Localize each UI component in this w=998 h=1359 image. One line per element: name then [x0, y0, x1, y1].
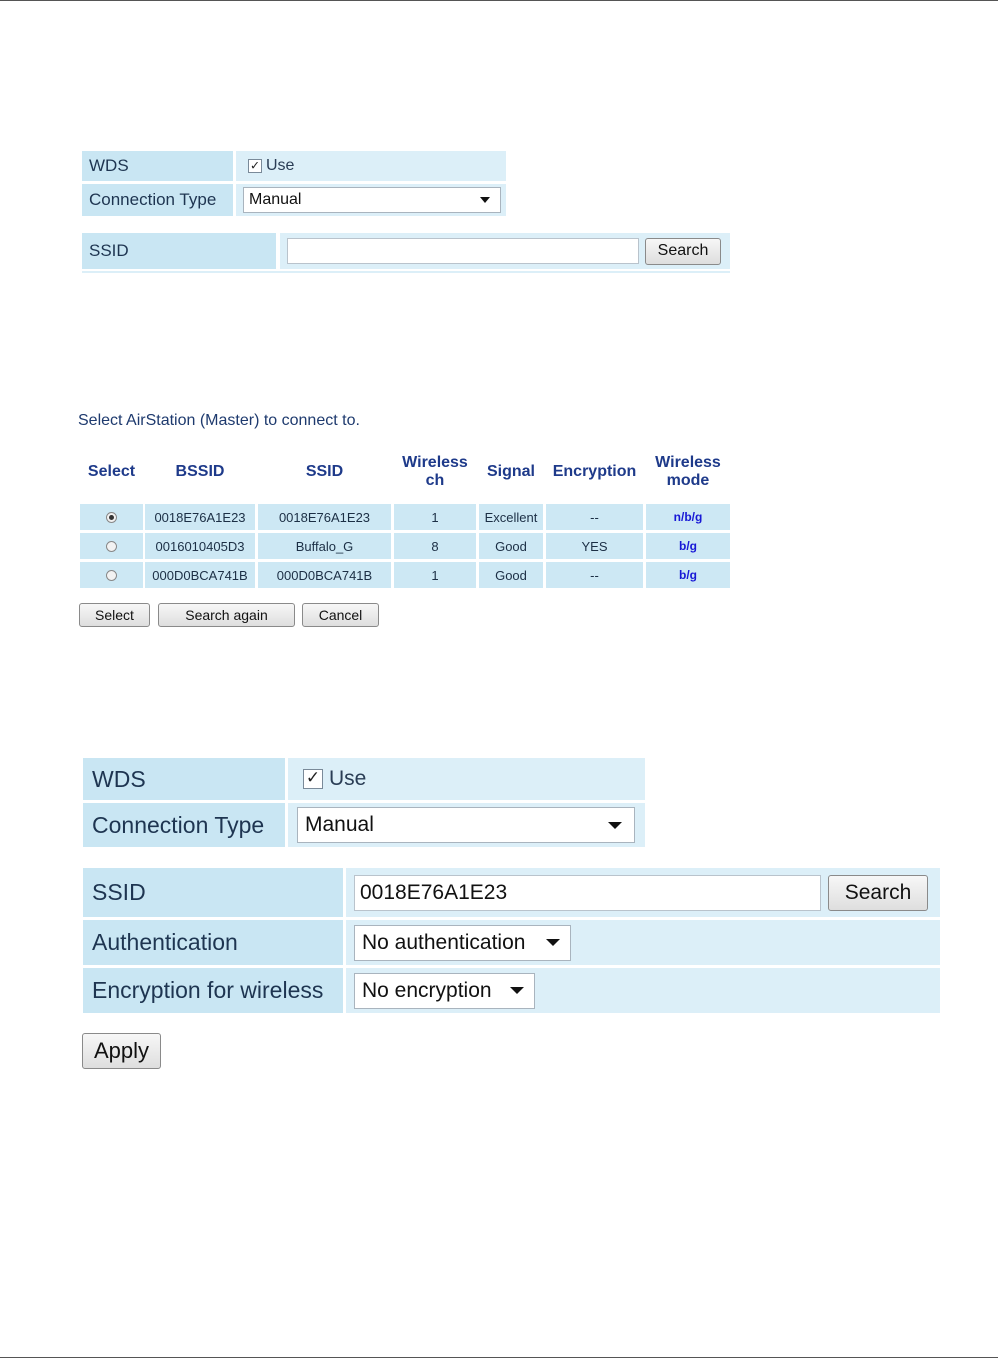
cancel-button-label: Cancel: [318, 607, 363, 623]
authentication-label-text: Authentication: [92, 929, 238, 955]
authentication-label: [83, 920, 343, 965]
ssid-label: [83, 868, 343, 917]
table-cell-mode: b/g: [646, 562, 730, 588]
instruction-text: Select AirStation (Master) to connect to.: [78, 412, 360, 429]
wds-use-checkbox[interactable]: [248, 159, 262, 173]
header-encryption: Encryption: [552, 463, 637, 480]
authentication-value: No authentication: [362, 930, 526, 954]
table-row-select-cell: [80, 533, 143, 559]
ssid-input[interactable]: [287, 238, 639, 264]
ssid-label-text: SSID: [92, 879, 146, 905]
search-button[interactable]: [828, 875, 928, 911]
table-cell-encryption: --: [546, 504, 643, 530]
connection-type-cell: [236, 184, 506, 216]
table-cell-bssid: 000D0BCA741B: [145, 562, 255, 588]
chevron-down-icon: [480, 197, 490, 203]
table-cell-signal: Excellent: [479, 504, 543, 530]
chevron-down-icon: [510, 987, 524, 994]
table-cell-ssid: 000D0BCA741B: [258, 562, 391, 588]
table-cell-mode: n/b/g: [646, 504, 730, 530]
search-again-button[interactable]: [158, 603, 295, 627]
wds-use-label: Use: [329, 767, 367, 790]
ssid-label-text: SSID: [89, 241, 129, 260]
search-button-label: Search: [657, 242, 709, 259]
encryption-label: [83, 968, 343, 1013]
encryption-cell: [346, 968, 940, 1013]
wds-label: [82, 151, 233, 181]
connection-type-label: [82, 184, 233, 216]
authentication-select[interactable]: [354, 925, 571, 961]
table-row-select-cell: [80, 504, 143, 530]
table-cell-ssid: 0018E76A1E23: [258, 504, 391, 530]
apply-button[interactable]: [82, 1033, 161, 1069]
header-signal: Signal: [486, 463, 535, 480]
table-cell-encryption: YES: [546, 533, 643, 559]
table-cell-bssid: 0016010405D3: [145, 533, 255, 559]
connection-type-value: Manual: [249, 191, 302, 208]
encryption-label-text: Encryption for wireless: [92, 977, 324, 1003]
row-radio[interactable]: [106, 512, 117, 523]
connection-type-select[interactable]: [297, 807, 635, 843]
search-button[interactable]: [645, 238, 721, 265]
apply-button-label: Apply: [93, 1038, 150, 1063]
wds-use-cell: [288, 758, 645, 800]
row-radio[interactable]: [106, 541, 117, 552]
header-wireless-ch: [394, 454, 476, 490]
encryption-value: No encryption: [362, 978, 492, 1002]
search-button-label: Search: [844, 880, 912, 904]
ssid-cell: [346, 868, 940, 917]
header-wireless-mode-line1: Wireless: [655, 454, 721, 471]
encryption-select[interactable]: [354, 973, 535, 1009]
connection-type-value: Manual: [305, 813, 374, 836]
wds-label: [83, 758, 285, 800]
connection-type-label: [83, 803, 285, 847]
bottom-rule: [0, 1357, 998, 1358]
wds-label-text: WDS: [89, 156, 129, 175]
header-wireless-mode-line2: mode: [666, 472, 710, 489]
connection-type-cell: [288, 803, 645, 847]
table-cell-ssid: Buffalo_G: [258, 533, 391, 559]
ssid-input[interactable]: [354, 875, 821, 911]
select-button[interactable]: [79, 603, 150, 627]
header-ssid: SSID: [305, 463, 344, 480]
table-cell-channel: 1: [394, 504, 476, 530]
ssid-input-value: 0018E76A1E23: [360, 880, 508, 904]
header-wireless-ch-line1: Wireless: [402, 454, 468, 471]
table-cell-channel: 1: [394, 562, 476, 588]
table-cell-channel: 8: [394, 533, 476, 559]
header-select: Select: [87, 463, 136, 480]
authentication-cell: [346, 920, 940, 965]
table-cell-mode: b/g: [646, 533, 730, 559]
connection-type-select[interactable]: [243, 187, 501, 213]
wds-use-checkbox[interactable]: [303, 769, 323, 789]
row-radio[interactable]: [106, 570, 117, 581]
chevron-down-icon: [608, 822, 622, 829]
table-cell-bssid: 0018E76A1E23: [145, 504, 255, 530]
header-wireless-mode: [646, 454, 730, 490]
wds-label-text: WDS: [92, 765, 146, 792]
table-cell-signal: Good: [479, 533, 543, 559]
connection-type-label-text: Connection Type: [89, 190, 217, 209]
wds-use-cell: [236, 151, 506, 181]
select-button-label: Select: [95, 607, 134, 623]
search-again-button-label: Search again: [185, 607, 268, 623]
table-cell-signal: Good: [479, 562, 543, 588]
header-wireless-ch-line2: ch: [425, 472, 445, 489]
ssid-label: [82, 233, 276, 269]
table-cell-encryption: --: [546, 562, 643, 588]
table-row-select-cell: [80, 562, 143, 588]
cancel-button[interactable]: [302, 603, 379, 627]
chevron-down-icon: [546, 939, 560, 946]
top-rule: [0, 0, 998, 1]
wds-use-label: Use: [266, 157, 295, 174]
header-bssid: BSSID: [175, 463, 225, 480]
ssid-row-bottom: [82, 271, 730, 273]
ssid-cell: [280, 233, 730, 269]
connection-type-label-text: Connection Type: [92, 811, 265, 838]
